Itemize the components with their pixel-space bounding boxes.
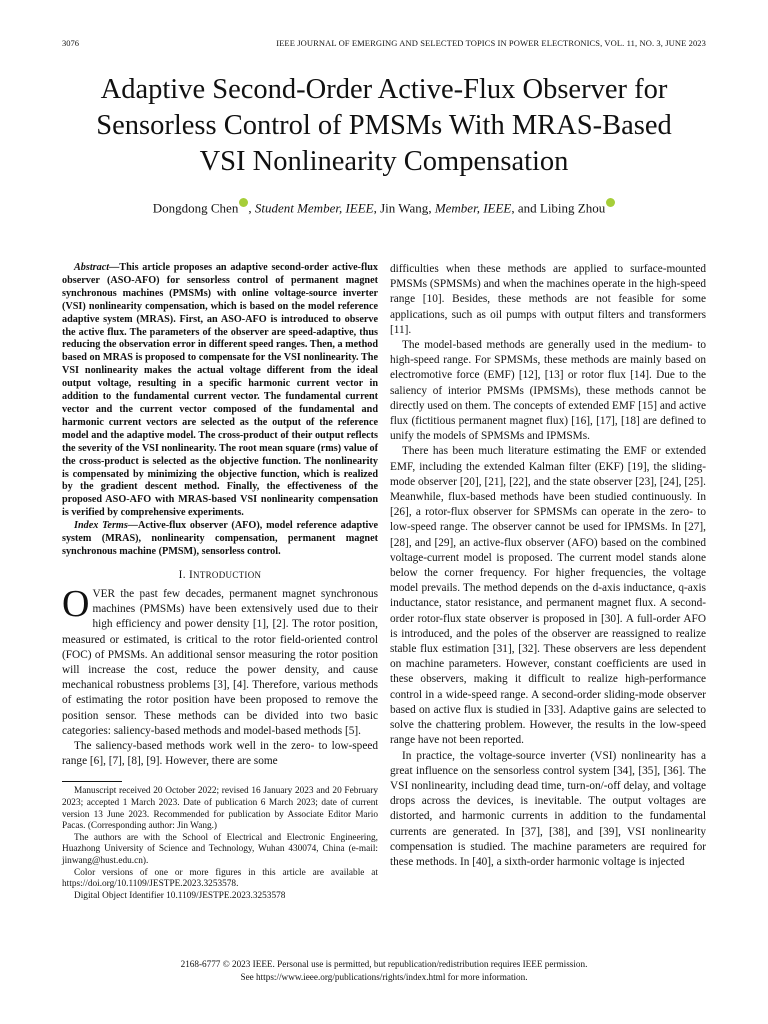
orcid-icon[interactable] bbox=[606, 198, 615, 207]
intro-text-1: VER the past few decades, permanent magnet synchronous machines (PMSMs) have been extensively used due to their high efficiency and power density [1], [2]. The rotor position, measured or estimated, is critical to the rotor field-oriented control (FOC) of PMSMs. An additional sensor measuring the rotor position will increase the cost, reduce the power density, and cause mechanical robustness problems [3], [4]. Therefore, various methods of estimating the rotor position have been proposed to remove the position sensor. These methods can be divided into two basic categories: saliency-based methods and model-based methods [5]. bbox=[62, 588, 378, 737]
author-separator: , bbox=[373, 200, 381, 216]
title-line-3: VSI Nonlinearity Compensation bbox=[199, 146, 569, 177]
title-line-2: Sensorless Control of PMSMs With MRAS-Based bbox=[96, 110, 672, 141]
author-separator: , bbox=[428, 200, 435, 216]
abstract-text: This article proposes an adaptive second-order active-flux observer (ASO-AFO) for sensorless control of permanent magnet synchronous machines (PMSMs) with online voltage-source inverter (VSI) nonlinearity compensation, which is based on the model reference adaptive system (MRAS). First, an ASO-AFO is introduced to observe the active flux. The parameters of the observer are speed-adaptive, thus reducing the observation error in different speed ranges. Then, a method based on MRAS is proposed to compensate for the VSI nonlinearity. The VSI nonlinearity makes the actual voltage different from the ideal output voltage, resulting in a specific harmonic current vector in addition to the fundamental current vector. The fundamental current vector and the current vector composed of the fundamental and harmonic current vectors are selected as the output of the reference model and the adaptive model. The cross-product of their output reflects the severity of the VSI nonlinearity. The root mean square (rms) value of the cross-product is selected as the objective function. The nonlinearity is compensated by minimizing the objective function, which is realized by the gradient descent method. Finally, the effectiveness of the proposed ASO-AFO with MRAS-based VSI nonlinearity compensation is verified by comprehensive experiments. bbox=[62, 262, 378, 519]
author-separator: , and bbox=[511, 200, 540, 216]
journal-header: IEEE JOURNAL OF EMERGING AND SELECTED TOPICS IN POWER ELECTRONICS, VOL. 11, NO. 3, JUNE 2023 bbox=[276, 38, 706, 48]
author-name: Jin Wang bbox=[380, 200, 429, 216]
section-heading-text: NTRODUCTION bbox=[193, 569, 262, 580]
page-number: 3076 bbox=[62, 38, 79, 48]
intro-paragraph-2 bbox=[62, 739, 378, 769]
body-paragraph-1: difficulties when these methods are applied to surface-mounted PMSMs (SPMSMs) and when the machines operate in the high-speed range [10]. Besides, these methods are not feasible for some applications, such as oil pumps with output filters and transformers [11]. bbox=[390, 263, 706, 336]
author-name: Dongdong Chen bbox=[152, 200, 239, 216]
body-paragraph-3: There has been much literature estimating the EMF or extended EMF, including the extended Kalman filter (EKF) [19], the sliding-mode observer [20], [21], [22], and the state observer [23], [24], [25]. Meanwhile, flux-based methods have been studied continuously. In [26], a rotor-flux observer for SPMSMs can operate in the zero- to low-speed range. The observer cannot be used for IPMSMs. In [27], [28], and [29], an active-flux observer (AFO) based on the combined voltage-current model is proposed. The current model stands alone below the corner frequency. For higher frequencies, the voltage model prevails. The method depends on the d-axis inductance, q-axis inductance, stator resistance, and permanent magnet flux. A second-order rotor-flux state observer is proposed in [30]. A full-order AFO is introduced, and the poles of the observer are reassigned to realize stable flux estimation [31], [32]. These observers are less dependent on machine parameters. However, constant coefficients are used in these observers, making it difficult to realize high-performance control in a wide-speed range. A second-order sliding-mode observer based on active flux is studied in [33]. Adaptive gains are selected to solve the chattering problem. However, the results in the low-speed range have not been reported. bbox=[390, 445, 706, 747]
copyright-footer bbox=[40, 958, 728, 984]
author-name: Libing Zhou bbox=[539, 200, 606, 216]
section-heading-introduction bbox=[62, 568, 378, 583]
title-line-1: Adaptive Second-Order Active-Flux Observer for bbox=[100, 74, 668, 105]
copyright-line: 2168-6777 © 2023 IEEE. Personal use is permitted, but republication/redistribution requires IEEE permission. bbox=[180, 959, 588, 969]
abstract bbox=[62, 262, 378, 520]
left-column bbox=[62, 262, 378, 902]
intro-paragraph-1 bbox=[62, 583, 378, 739]
body-paragraph-4: In practice, the voltage-source inverter (VSI) nonlinearity has a great influence on the sensorless control system [34], [35], [36]. The VSI nonlinearity, including dead time, turn-on/-off delay, and voltage drops across the devices, is inevitable. The output voltages are distorted, and harmonic currents in addition to the fundamental currents are generated. In [37], [38], and [39], VSI nonlinearity compensation is studied. The machine parameters are required for these methods. In [40], a sixth-order harmonic voltage is injected bbox=[390, 749, 706, 868]
author-membership: Member, IEEE bbox=[434, 200, 512, 216]
footnote-manuscript: Manuscript received 20 October 2022; revised 16 January 2023 and 20 February 2023; accepted 1 March 2023. Date of publication 6 March 2023; date of current version 13 June 2023. Recommended for publication by Associate Editor Mario Pacas. (Corresponding author: Jin Wang.) bbox=[62, 786, 378, 832]
intro-text-2: The saliency-based methods work well in the zero- to low-speed range [6], [7], [8], [9]. However, there are some bbox=[62, 740, 378, 768]
abstract-label: Abstract— bbox=[74, 262, 120, 273]
footnote-doi[interactable]: Digital Object Identifier 10.1109/JESTPE.2023.3253578 bbox=[74, 890, 286, 901]
index-terms-text: Active-flux observer (AFO), model reference adaptive system (MRAS), nonlinearity compensation, permanent magnet synchronous machine (PMSM), sensorless control. bbox=[62, 520, 378, 557]
author-line bbox=[40, 198, 728, 216]
footnote-color-versions[interactable]: Color versions of one or more figures in this article are available at https://doi.org/10.1109/JESTPE.2023.3253578. bbox=[62, 867, 378, 890]
orcid-icon[interactable] bbox=[239, 198, 248, 207]
index-terms bbox=[62, 520, 378, 559]
paper-title bbox=[40, 72, 728, 180]
footnote-divider bbox=[62, 781, 122, 782]
footnote-affiliation: The authors are with the School of Electrical and Electronic Engineering, Huazhong University of Science and Technology, Wuhan 430074, China (e-mail: jinwang@hust.edu.cn). bbox=[62, 832, 378, 867]
author-membership: Student Member, IEEE bbox=[254, 200, 374, 216]
section-numeral: I. I bbox=[178, 568, 194, 581]
body-paragraph-2: The model-based methods are generally used in the medium- to high-speed range. For SPMSMs, these methods are mainly based on electromotive force (EMF) [12], [13] or rotor flux [14]. Due to the saliency of interior PMSMs (IPMSMs), these methods cannot be directly used on them. The concepts of extended EMF [15] and active flux (fictitious permanent magnet flux) [16], [17], [18] are defined to unify the models of SPMSMs and IPMSMs. bbox=[390, 339, 706, 443]
right-column bbox=[390, 262, 706, 870]
drop-cap: O bbox=[62, 583, 90, 626]
author-separator: , bbox=[248, 200, 255, 216]
index-terms-label: Index Terms— bbox=[74, 520, 138, 532]
rights-link-line[interactable]: See https://www.ieee.org/publications/rights/index.html for more information. bbox=[240, 972, 528, 982]
